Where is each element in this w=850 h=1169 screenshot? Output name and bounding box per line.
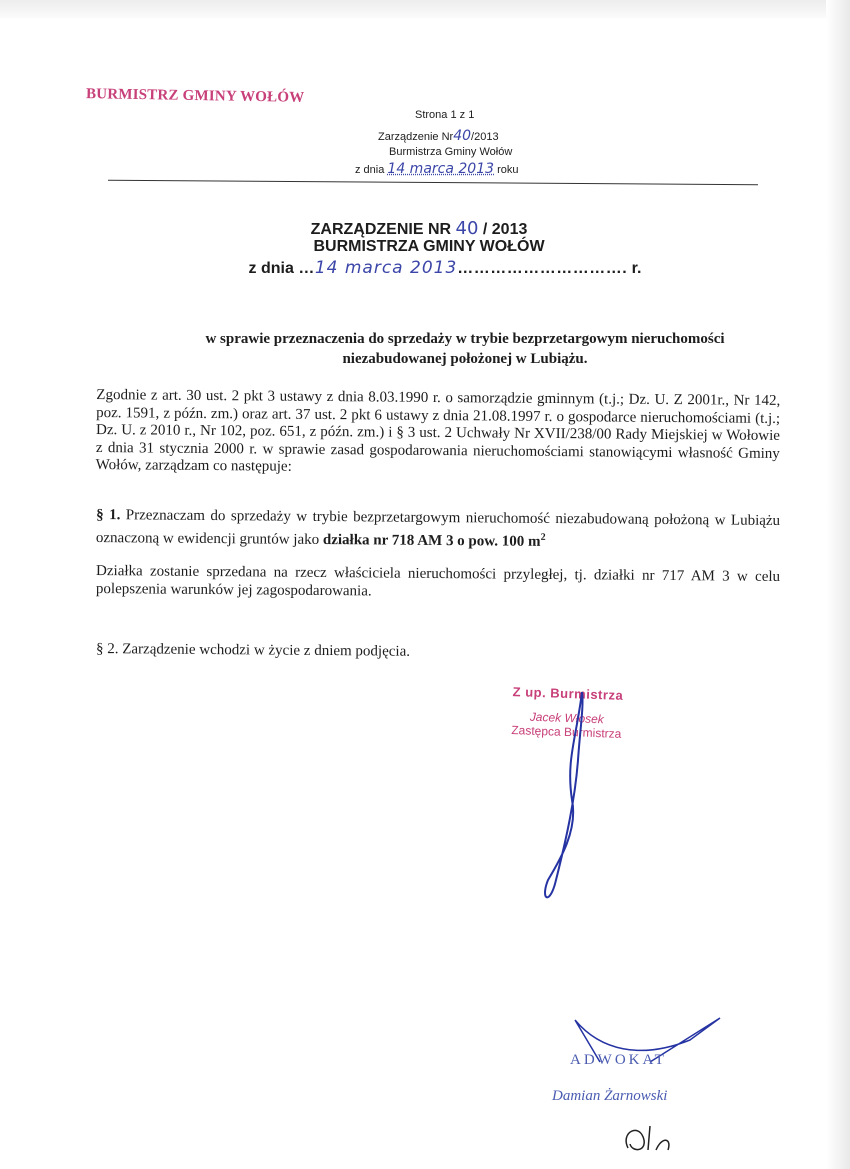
section-1-note: Działka zostanie sprzedana na rzecz właściciela nieruchomości przyległej, tj. działki nr 717 AM 3 w celu polepszenia warunków jej zagospodarowania. <box>95 563 781 599</box>
reference-date: 14 marca 2013 <box>387 161 495 177</box>
document-title-line-1 <box>0 218 844 239</box>
header-stamp: BURMISTRZ GMINY WOŁÓW <box>85 86 305 106</box>
page-info <box>415 109 474 121</box>
header-divider <box>108 180 758 186</box>
title-date-suffix: r. <box>627 260 642 277</box>
preamble-paragraph: Zgodnie z art. 30 ust. 2 pkt 3 ustawy z dnia 8.03.1990 r. o samorządzie gminnym (t.j.; Dz. U. Z 2001r., Nr 142, poz. 1591, z późn. zm.) oraz art. 37 ust. 2 pkt 6 ustawy z dnia 21.08.1997 r. o gospodarce nieruchomościami (t.j.; Dz. U. z 2010 r., Nr 102, poz. 651, z późn. zm.) i § 3 ust. 2 Uchwały Nr XVII/238/00 Rady Miejskiej w Wołowie z dnia 31 stycznia 2000 r. w sprawie zasad gospodarowania nieruchomościami stanowiącymi własność Gminy Wołów, zarządzam co następuje: <box>95 387 781 475</box>
section-1-text: Przeznaczam do sprzedaży w trybie bezprzetargowym nieruchomość niezabudowaną położoną w Lubiążu oznaczoną w ewidencji gruntów jako <box>95 507 781 548</box>
title-year: / 2013 <box>482 221 528 238</box>
subject-line-1: w sprawie przeznaczenia do sprzedaży w trybie bezprzetargowym nieruchomości <box>205 331 725 347</box>
section-2-paragraph: § 2. Zarządzenie wchodzi w życie z dniem podjęcia. <box>95 641 411 660</box>
reference-line-3 <box>355 161 518 177</box>
title-number: 40 <box>455 218 479 239</box>
lawyer-initials <box>626 1126 669 1150</box>
document-title-line-2: BURMISTRZA GMINY WOŁÓW <box>313 238 545 255</box>
reference-number: 40 <box>453 128 472 144</box>
title-date: 14 marca 2013 <box>314 258 458 278</box>
document-title-date <box>20 258 850 278</box>
title-date-dots-left: … <box>298 260 315 277</box>
title-date-prefix: z dnia <box>248 260 299 277</box>
reference-date-suffix: roku <box>497 164 519 176</box>
subject-line-2: niezabudowanej położonej w Lubiążu. <box>342 351 588 367</box>
reference-line-2: Burmistrza Gminy Wołów <box>389 146 513 158</box>
title-date-dots-right: …………………………. <box>457 260 628 277</box>
section-1-label: § 1. <box>96 507 121 524</box>
title-prefix: ZARZĄDZENIE NR <box>310 221 452 238</box>
section-1-paragraph <box>96 507 780 553</box>
signature-stamp-role: Zastępca Burmistrza <box>511 723 622 741</box>
scan-edge-right <box>826 0 850 1169</box>
section-1-parcel: działka nr 718 AM 3 o pow. 100 m <box>322 531 541 550</box>
signature-stamp <box>511 684 623 741</box>
lawyer-stamp-title: ADWOKAT <box>570 1052 667 1068</box>
reference-date-prefix: z dnia <box>355 164 385 176</box>
scan-edge-top <box>0 0 850 18</box>
reference-prefix: Zarządzenie Nr <box>378 131 454 143</box>
lawyer-stamp-name: Damian Żarnowski <box>552 1088 668 1104</box>
reference-year: /2013 <box>471 131 499 143</box>
page-info-text: Strona 1 z 1 <box>415 109 475 121</box>
signature-stamp-authority: Z up. Burmistrza <box>512 684 624 703</box>
signature-stamp-name: Jacek Włosek <box>529 709 605 727</box>
reference-line-1 <box>378 128 499 144</box>
section-1-superscript: 2 <box>540 531 546 543</box>
